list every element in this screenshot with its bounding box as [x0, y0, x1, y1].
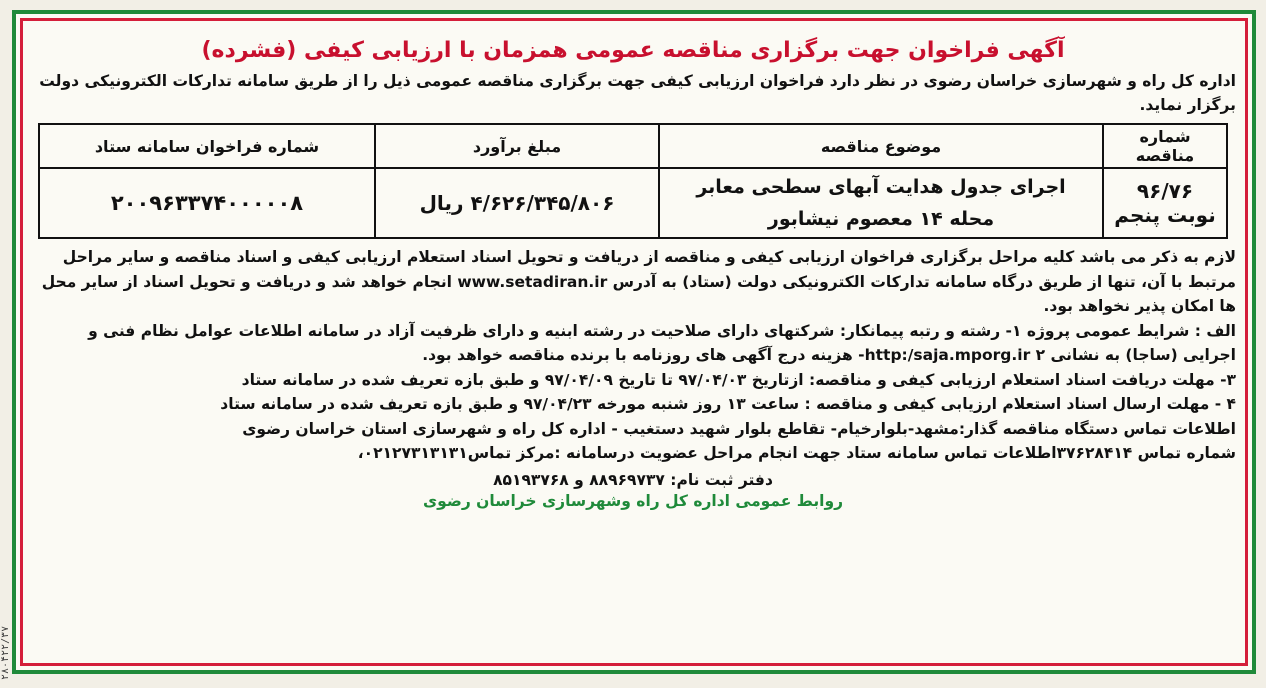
tender-amount: ۴/۶۲۶/۳۴۵/۸۰۶ ریال [375, 168, 659, 238]
paragraph-contact-address: اطلاعات تماس دستگاه مناقصه گذار:مشهد-بلوارخیام- تقاطع بلوار شهید دستغیب - اداره کل راه و شهرسازی استان خراسان رضوی [242, 419, 1236, 438]
tender-table [38, 123, 1228, 239]
tender-subject-line1: اجرای جدول هدایت آبهای سطحی معابر [696, 176, 1066, 198]
tender-round: نوبت پنجم [1114, 203, 1216, 227]
paragraph-contact-phone: شماره تماس ۳۷۶۲۸۴۱۴اطلاعات تماس سامانه ستاد جهت انجام مراحل عضویت درسامانه :مرکز تماس۰۲۱۲۷۳۱۳۱۳۱، [357, 444, 1236, 462]
table-header-row [39, 124, 1227, 168]
paragraph-procedure: لازم به ذکر می باشد کلیه مراحل برگزاری فراخوان ارزیابی کیفی و مناقصه از دریافت و تحویل اسناد استعلام ارزیابی کیفی و اسناد مناقصه و سایر مراحل مرتبط با آن، تنها از طریق درگاه سامانه تدارکات الکترونیکی دولت (ستاد) به آدرس www.setadiran.ir انجام خواهد شد و دریافت و تحویل اسناد از سایر محل ها امکان پذیر نخواهد بود. [41, 248, 1236, 315]
intro-paragraph: اداره کل راه و شهرسازی خراسان رضوی در نظر دارد فراخوان ارزیابی کیفی جهت برگزاری مناقصه عمومی ذیل را از طریق سامانه تدارکات الکترونیکی دولت برگزار نماید. [39, 72, 1236, 114]
tender-number-cell [1103, 168, 1227, 238]
header-subject: موضوع مناقصه [659, 124, 1103, 168]
header-number: شماره مناقصه [1103, 124, 1227, 168]
notice-body [30, 245, 1236, 510]
header-code: شماره فراخوان سامانه ستاد [39, 124, 375, 168]
table-row [39, 168, 1227, 238]
side-reference-code: ۲۸۰۴۲۲/۳۷ [0, 625, 11, 680]
tender-number: ۹۶/۷۶ [1136, 179, 1194, 203]
header-amount: مبلغ برآورد [375, 124, 659, 168]
tender-setad-code: ۲۰۰۹۶۳۳۷۴۰۰۰۰۰۸ [39, 168, 375, 238]
paragraph-receive-deadline: ۳- مهلت دریافت اسناد استعلام ارزیابی کیفی و مناقصه: ازتاریخ ۹۷/۰۴/۰۳ تا تاریخ ۹۷/۰۴/۰۹ و طبق بازه تعریف شده در سامانه ستاد [241, 370, 1236, 389]
paragraph-conditions: الف : شرایط عمومی پروژه ۱- رشته و رتبه پیمانکار: شرکتهای دارای صلاحیت در رشته ابنیه و دارای ظرفیت آزاد در سامانه اطلاعات عوامل نظام فنی و اجرایی (ساجا) به نشانی http:/saja.mporg.ir ۲- هزینه درج آگهی های روزنامه با برنده مناقصه خواهد بود. [88, 321, 1236, 364]
notice-title: آگهی فراخوان جهت برگزاری مناقصه عمومی همزمان با ارزیابی کیفی (فشرده) [201, 38, 1065, 63]
notice-content [30, 28, 1236, 658]
tender-subject-cell [659, 168, 1103, 238]
registration-office: دفتر ثبت نام: ۸۸۹۶۹۷۳۷ و ۸۵۱۹۳۷۶۸ [493, 470, 773, 489]
tender-subject-line2: محله ۱۴ معصوم نیشابور [767, 208, 995, 230]
public-relations-signature: روابط عمومی اداره کل راه وشهرسازی خراسان رضوی [422, 492, 844, 510]
paragraph-submit-deadline: ۴ - مهلت ارسال اسناد استعلام ارزیابی کیفی و مناقصه : ساعت ۱۳ روز شنبه مورخه ۹۷/۰۴/۲۳ و طبق بازه تعریف شده در سامانه ستاد [220, 395, 1236, 413]
